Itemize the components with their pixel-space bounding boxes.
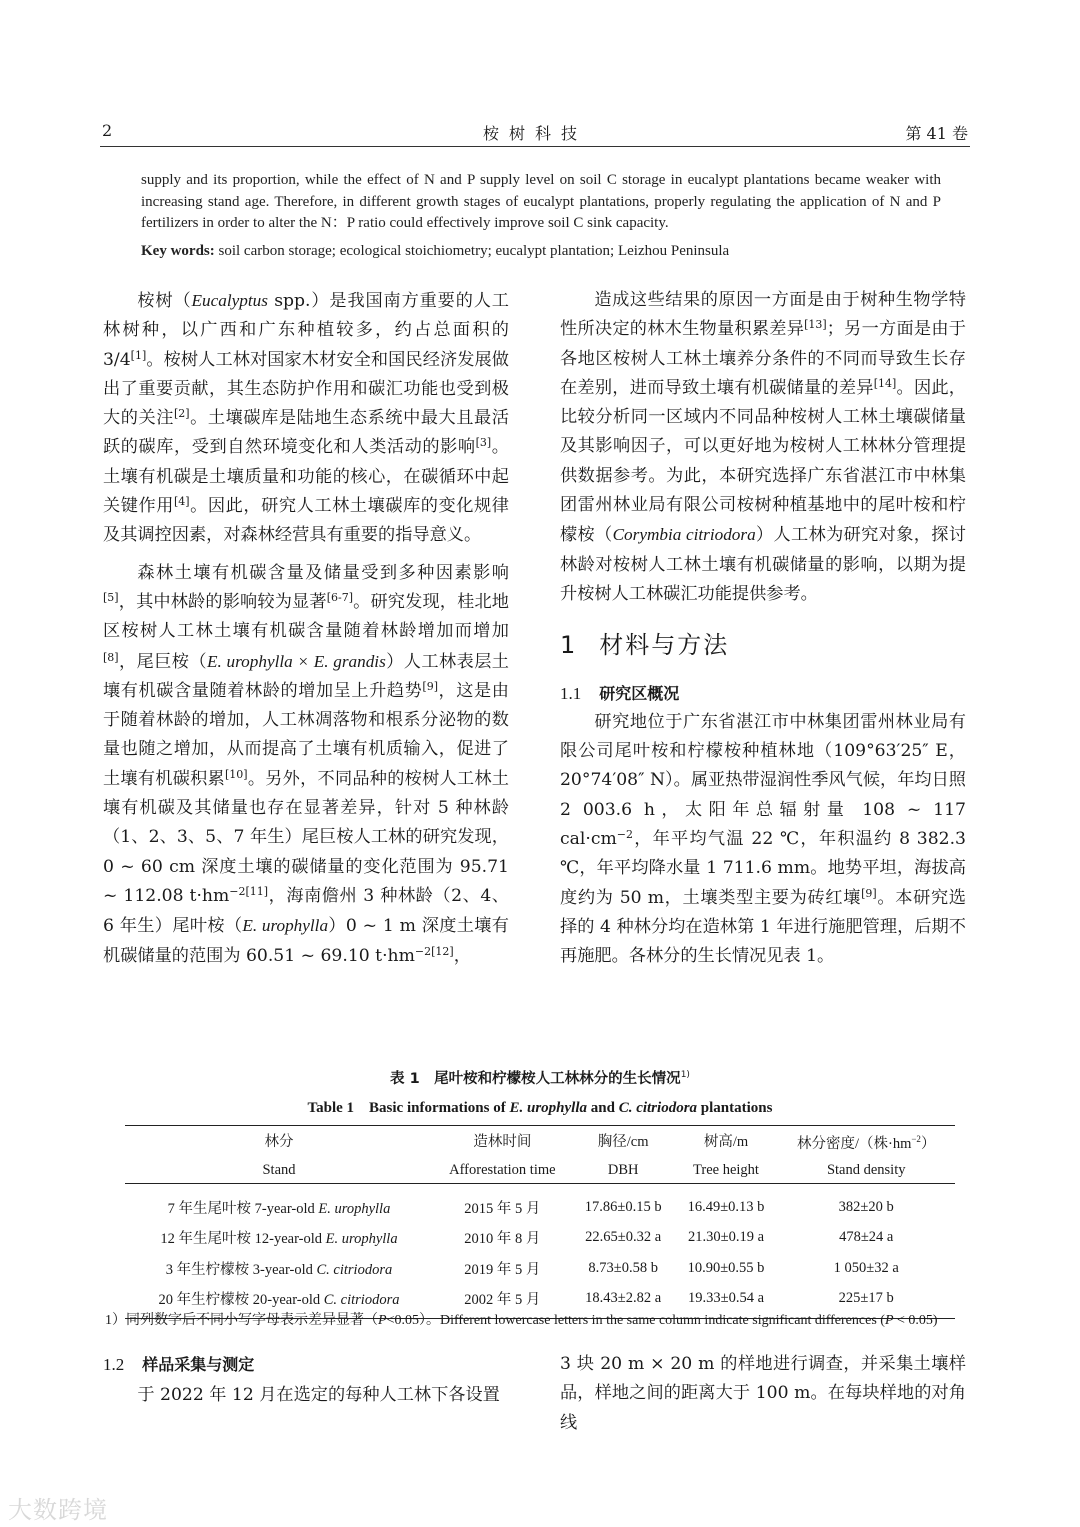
table-header-cell: 林分密度/（株$\cdot hm^{-2}$） <box>777 1126 955 1158</box>
paragraph-sampling-cont: 3 块 20 m × 20 m 的样地进行调查，并采集土壤样品，样地之间的距离大于 100 m。在每块样地的对角线 <box>560 1354 966 1433</box>
table-header-cell: 胸径/cm <box>572 1126 675 1158</box>
table-header-cell: Afforestation time <box>433 1157 572 1184</box>
table-header-cell: Stand <box>125 1157 433 1184</box>
page-number: 2 <box>102 121 113 140</box>
left-column <box>103 286 509 971</box>
abstract-tail: supply and its proportion, while the effect of N and P supply level on soil C storage in eucalypt plantations became weaker with increasing stand age. Therefore, in different growth stages of eucalypt plantations, properly regulating the application of N and P fertilizers in order to alter the N：P ratio could effectively improve soil C sink capacity. <box>141 172 941 231</box>
table-footnote: 1）同列数字后不同小写字母表示差异显著（P<0.05）。Different lowercase letters in the same column indicate significant differences (P < 0.05) <box>105 1313 938 1328</box>
table-caption-en: Table 1 Basic informations of E. urophylla and C. citriodora plantations <box>307 1100 773 1116</box>
volume-label: 第 41 卷 <box>905 124 968 143</box>
table-row: 20 年生柠檬桉 20-year-old C. citriodora 2002 年 5 月 18.43±2.82 a 19.33±0.54 a 225±17 b <box>125 1284 955 1319</box>
table-row: 3 年生柠檬桉 3-year-old C. citriodora 2019 年 5 月 8.73±0.58 b 10.90±0.55 b 1 050±32 a <box>165 1259 899 1278</box>
keywords-text: soil carbon storage; ecological stoichiometry; eucalypt plantation; Leizhou Peninsula <box>214 243 730 259</box>
paragraph-intro-2: 森林土壤有机碳含量及储量受到多种因素影响[5]，其中林龄的影响较为显著[6-7]。研究发现，桂北地区桉树人工林土壤有机碳含量随着林龄增加而增加[8]，尾巨桉（E. urophylla × E. grandis）人工林表层土壤有机碳含量随着林龄的增加呈上升趋势[9]，这是由于随着林龄的增加，人工林凋落物和根系分泌物的数量也随之增加，从而提高了土壤有机质输入，促进了土壤有机碳积累[10]。另外，不同品种的桉树人工林土壤有机碳及其储量也存在显著差异，针对 5 种林龄（1、2、3、5、7 年生）尾巨桉人工林的研究发现，0 ~ 60 cm 深度土壤的碳储量的变化范围为 95.71 ~ 112.08 $t\cdot hm^{-2[11]}$，海南儋州 3 种林龄（2、4、6 年生）尾叶桉（E. urophylla）0 ~ 1 m 深度土壤有机碳储量的范围为 60.51 ~ 69.10 $t\cdot hm^{-2[12]}$， <box>103 562 509 966</box>
bottom-right-column <box>560 1350 966 1438</box>
table-header-cell: 树高/m <box>675 1126 778 1158</box>
paragraph-intro-1: 桉树（Eucalyptus spp.）是我国南方重要的人工林树种，以广西和广东种植较多，约占总面积的 3/4[1]。桉树人工林对国家木材安全和国民经济发展做出了重要贡献，其生态防护作用和碳汇功能也受到极大的关注[2]。土壤碳库是陆地生态系统中最大且最活跃的碳库，受到自然环境变化和人类活动的影响[3]。土壤有机碳是土壤质量和功能的核心，在碳循环中起关键作用[4]。因此，研究人工林土壤碳库的变化规律及其调控因素，对森林经营具有重要的指导意义。 <box>103 291 509 546</box>
table-row: 7 年生尾叶桉 7-year-old E. urophylla 2015 年 5 月 17.86±0.15 b 16.49±0.13 b 382±20 b <box>167 1198 894 1217</box>
table-header-cell: 造林时间 <box>433 1126 572 1158</box>
section-heading-1-2: 1.2 样品采集与测定 <box>103 1355 255 1374</box>
journal-title: 桉树科技 <box>482 124 587 143</box>
section-heading-1: 1 材料与方法 <box>560 631 730 660</box>
paragraph-sampling: 于 2022 年 12 月在选定的每种人工林下各设置 <box>137 1385 500 1406</box>
table-header-cell: Stand density <box>777 1157 955 1184</box>
keywords-label: Key words: <box>141 243 215 259</box>
table-caption-cn: 表 1 尾叶桉和柠檬桉人工林林分的生长情况$^{1)}$ <box>390 1070 690 1087</box>
growth-table <box>125 1125 955 1319</box>
table-header-cell: DBH <box>572 1157 675 1184</box>
watermark: 大数跨境 <box>8 1496 108 1524</box>
table-header-cell: Tree height <box>675 1157 778 1184</box>
right-column <box>560 286 966 972</box>
section-heading-1-1: 1.1 研究区概况 <box>560 683 680 703</box>
bottom-left-column <box>103 1350 509 1411</box>
table-header-cell: 林分 <box>125 1126 433 1158</box>
keywords <box>141 243 941 260</box>
paragraph-study-area: 研究地位于广东省湛江市中林集团雷州林业局有限公司尾叶桉和柠檬桉种植林地（109°63′25″ E，20°74′08″ N）。属亚热带湿润性季风气候，年均日照 2 003.6 h，太阳年总辐射量 108 ~ 117 $cal\cdot cm^{-2}$，年平均气温 22 ℃，年积温约 8 382.3 ℃，年平均降水量 1 711.6 mm。地势平坦，海拔高度约为 50 m，土壤类型主要为砖红壤[9]。本研究选择的 4 种林分均在造林第 1 年进行施肥管理，后期不再施肥。各林分的生长情况见表 1。 <box>560 711 966 967</box>
table-row: 12 年生尾叶桉 12-year-old E. urophylla 2010 年 8 月 22.65±0.32 a 21.30±0.19 a 478±24 a <box>160 1229 894 1248</box>
page-header <box>100 118 970 147</box>
paragraph-intro-3: 造成这些结果的原因一方面是由于树种生物学特性所决定的林木生物量积累差异[13]；另一方面是由于各地区桉树人工林土壤养分条件的不同而导致生长存在差别，进而导致土壤有机碳储量的差异[14]。因此，比较分析同一区域内不同品种桉树人工林土壤碳储量及其影响因子，可以更好地为桉树人工林林分管理提供数据参考。为此，本研究选择广东省湛江市中林集团雷州林业局有限公司桉树种植基地中的尾叶桉和柠檬桉（Corymbia citriodora）人工林为研究对象，探讨林龄对桉树人工林土壤有机碳储量的影响，以期为提升桉树人工林碳汇功能提供参考。 <box>560 290 966 604</box>
